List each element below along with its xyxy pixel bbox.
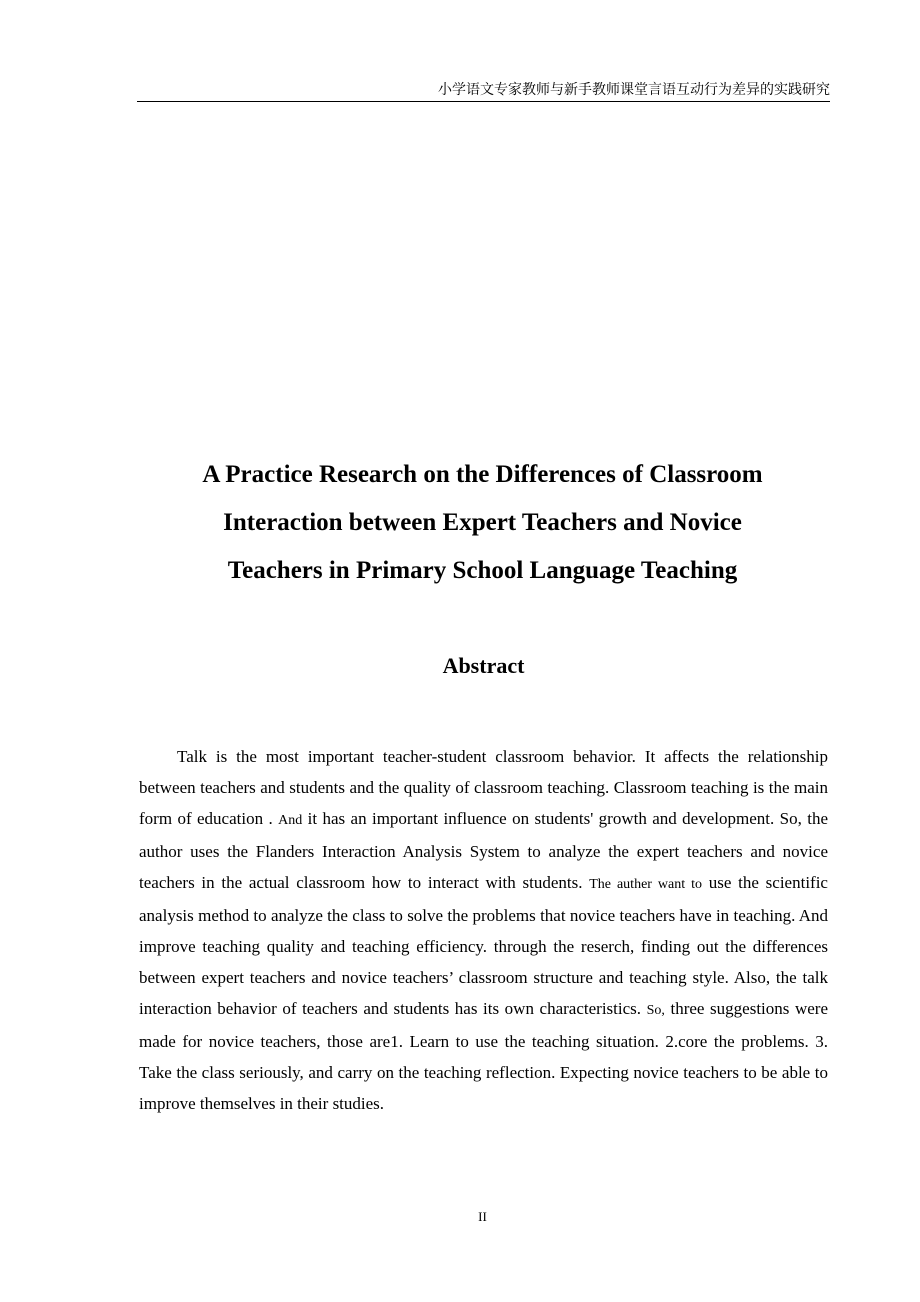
header-rule <box>137 101 830 102</box>
abstract-heading: Abstract <box>442 653 525 678</box>
abstract-text-segment: three suggestions were made for novice teachers, those are1. Learn to use the teaching situation. 2.core the problems. 3. Take the class seriously, and carry on the teaching reflection. Expecting novice teachers to be able to improve themselves in their studies. <box>139 999 829 1113</box>
abstract-text-segment: The auther want to <box>589 877 703 892</box>
abstract-text-segment: use the scientific analysis method to analyze the class to solve the problems that novice teachers have in teaching. And improve teaching quality and teaching efficiency. through the reserch, finding out the differences between expert teachers and novice teachers’ classroom structure and teaching style. Also, the talk interaction behavior of teachers and students has its own characteristics. <box>139 873 828 1018</box>
paper-title <box>100 451 865 595</box>
abstract-text-segment: Talk is the most important teacher-student classroom behavior. It affects the relationship between teachers and students and the quality of classroom teaching. Classroom teaching is the main form of education . <box>139 747 828 828</box>
title-line-3: Teachers in Primary School Language Teaching <box>227 557 738 584</box>
running-header: 小学语文专家教师与新手教师课堂言语互动行为差异的实践研究 <box>438 82 830 98</box>
abstract-text-segment: And <box>278 813 303 828</box>
page-number: II <box>478 1209 487 1224</box>
abstract-text-segment: it has an important influence on students' growth and development. So, the author uses the Flanders Interaction Analysis System to analyze the expert teachers and novice teachers in the actual classroom how to interact with students. <box>139 809 828 892</box>
title-line-2: Interaction between Expert Teachers and Novice <box>223 509 742 536</box>
abstract-text-segment: So, <box>646 1003 665 1018</box>
abstract-paragraph <box>139 741 828 1119</box>
title-line-1: A Practice Research on the Differences of Classroom <box>202 461 763 488</box>
